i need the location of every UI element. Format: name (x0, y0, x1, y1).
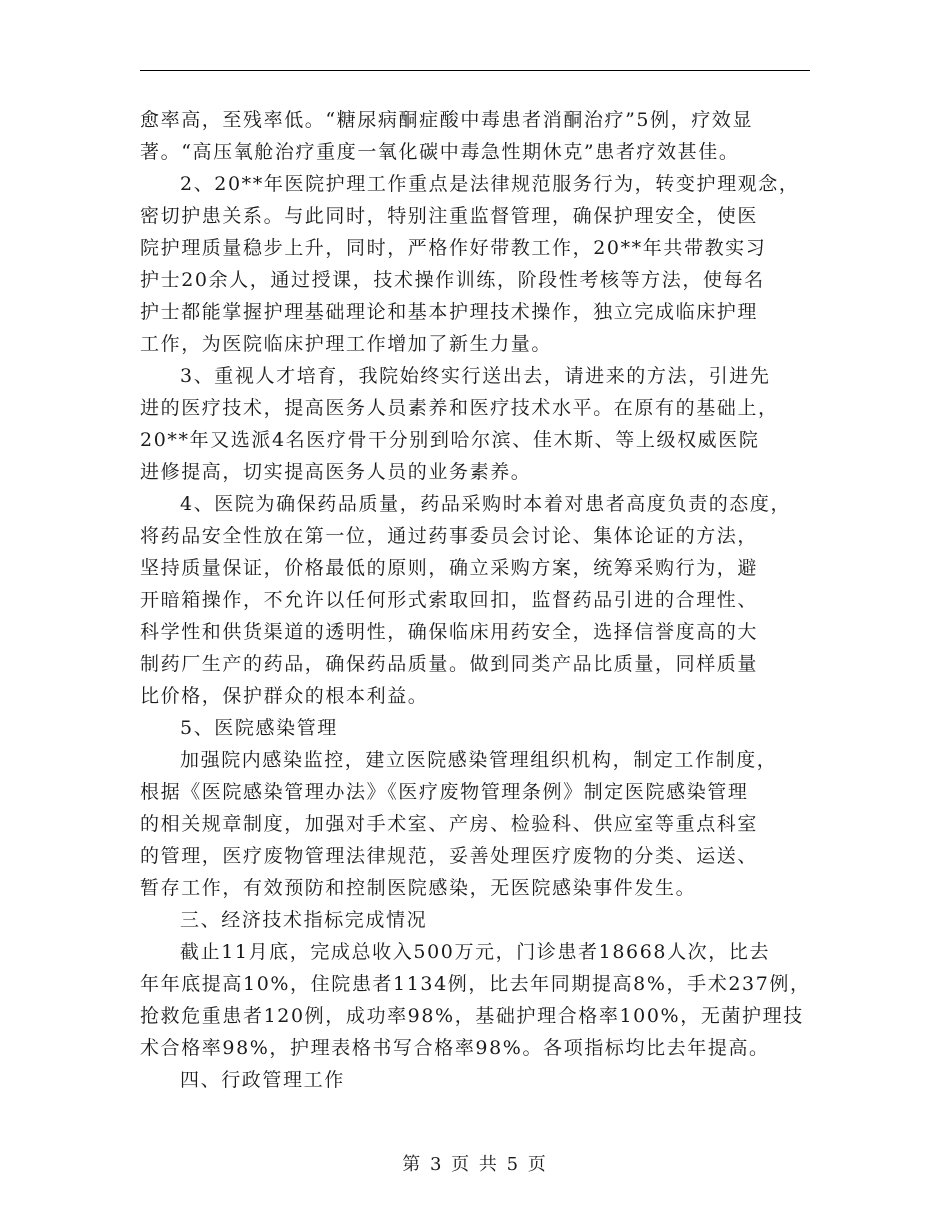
text-line: 术合格率98%，护理表格书写合格率98%。各项指标均比去年提高。 (140, 1037, 770, 1059)
text-line: 进修提高，切实提高医务人员的业务素养。 (140, 461, 532, 483)
text-line: 加强院内感染监控，建立医院感染管理组织机构，制定工作制度， (180, 749, 778, 771)
text-line: 截止11月底，完成总收入500万元，门诊患者18668人次，比去 (180, 941, 771, 963)
text-line: 开暗箱操作，不允许以任何形式索取回扣，监督药品引进的合理性、 (140, 589, 759, 611)
text-line: 坚持质量保证，价格最低的原则，确立采购方案，统筹采购行为，避 (140, 557, 759, 579)
text-line: 的管理，医疗废物管理法律规范，妥善处理医疗废物的分类、运送、 (140, 845, 759, 867)
text-line: 比价格，保护群众的根本利益。 (140, 685, 429, 707)
text-line: 的相关规章制度，加强对手术室、产房、检验科、供应室等重点科室 (140, 813, 759, 835)
text-line: 护士都能掌握护理基础理论和基本护理技术操作，独立完成临床护理 (140, 301, 759, 323)
text-line: 制药厂生产的药品，确保药品质量。做到同类产品比质量，同样质量 (140, 653, 759, 675)
text-line: 工作，为医院临床护理工作增加了新生力量。 (140, 333, 553, 355)
text-line: 20**年又选派4名医疗骨干分别到哈尔滨、佳木斯、等上级权威医院 (140, 429, 760, 451)
text-line: 根据《医院感染管理办法》《医疗废物管理条例》制定医院感染管理 (140, 781, 749, 803)
text-line: 5、医院感染管理 (180, 717, 338, 739)
text-line: 院护理质量稳步上升，同时，严格作好带教工作，20**年共带教实习 (140, 237, 767, 259)
text-line: 2、20**年医院护理工作重点是法律规范服务行为，转变护理观念， (180, 173, 800, 195)
text-line: 著。“高压氧舱治疗重度一氧化碳中毒急性期休克”患者疗效甚佳。 (140, 141, 740, 163)
text-line: 愈率高，至残率低。“糖尿病酮症酸中毒患者消酮治疗”5例，疗效显 (140, 109, 754, 131)
text-line: 3、重视人才培育，我院始终实行送出去，请进来的方法，引进先 (180, 365, 771, 387)
page-footer: 第 3 页 共 5 页 (402, 1154, 548, 1175)
text-line: 四、行政管理工作 (180, 1069, 345, 1091)
text-line: 暂存工作，有效预防和控制医院感染，无医院感染事件发生。 (140, 877, 697, 899)
text-line: 将药品安全性放在第一位，通过药事委员会讨论、集体论证的方法， (140, 525, 759, 547)
text-line: 抢救危重患者120例，成功率98%，基础护理合格率100%，无菌护理技 (140, 1005, 804, 1027)
header-rule (140, 70, 810, 71)
text-line: 护士20余人，通过授课，技术操作训练，阶段性考核等方法，使每名 (140, 269, 765, 291)
document-body (140, 104, 820, 1096)
text-line: 科学性和供货渠道的透明性，确保临床用药安全，选择信誉度高的大 (140, 621, 759, 643)
text-line: 三、经济技术指标完成情况 (180, 909, 428, 931)
text-line: 年年底提高10%，住院患者1134例，比去年同期提高8%，手术237例， (140, 973, 811, 995)
text-line: 进的医疗技术，提高医务人员素养和医疗技术水平。在原有的基础上， (140, 397, 779, 419)
text-line: 密切护患关系。与此同时，特别注重监督管理，确保护理安全，使医 (140, 205, 759, 227)
text-line: 4、医院为确保药品质量，药品采购时本着对患者高度负责的态度， (180, 493, 792, 515)
